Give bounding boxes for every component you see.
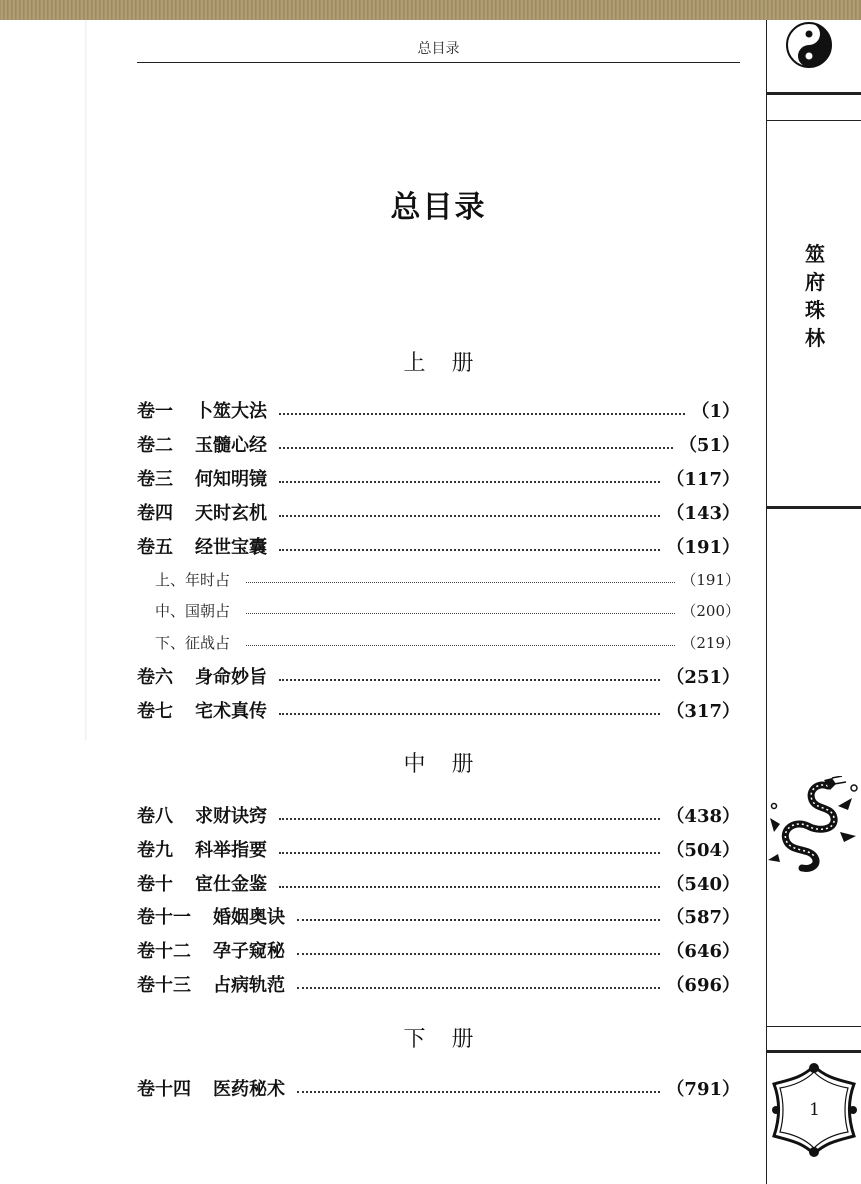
leader-dots: [297, 953, 660, 955]
toc-entry[interactable]: [137, 902, 740, 930]
entry-title: 求财诀窍: [195, 806, 267, 827]
margin-divider: [766, 120, 861, 121]
book-title-char: 林: [805, 326, 825, 350]
page-number: （251）: [666, 667, 740, 688]
toc-entry[interactable]: [137, 532, 740, 560]
page-number: （646）: [666, 941, 740, 962]
entry-title: 何知明镜: [195, 469, 267, 490]
book-title-char: 筮: [805, 242, 825, 266]
volume-label: 卷七: [137, 701, 173, 722]
entry-title: 宅术真传: [195, 701, 267, 722]
section-char: 册: [451, 1027, 474, 1052]
entry-title: 身命妙旨: [195, 667, 267, 688]
page-number: （791）: [666, 1079, 740, 1100]
page-title: 总目录: [390, 190, 487, 225]
leader-dots: [246, 645, 675, 646]
page-number: （540）: [666, 874, 740, 895]
entry-title: 卜筮大法: [195, 401, 267, 422]
volume-label: 卷三: [137, 469, 173, 490]
entry-title: 孕子窥秘: [213, 941, 285, 962]
margin-divider: [766, 92, 861, 95]
book-title-char: 珠: [805, 298, 825, 322]
page-number: （504）: [666, 840, 740, 861]
toc-entry[interactable]: [137, 869, 740, 897]
leader-dots: [279, 481, 660, 483]
book-title-char: 府: [805, 270, 825, 294]
volume-label: 卷九: [137, 840, 173, 861]
toc-subentry[interactable]: [155, 598, 740, 622]
page-number: （191）: [681, 570, 740, 589]
volume-label: 卷十四: [137, 1079, 191, 1100]
leader-dots: [246, 613, 675, 614]
toc-entry[interactable]: [137, 430, 740, 458]
toc-subentry[interactable]: [155, 567, 740, 591]
header-rule: [137, 62, 740, 63]
entry-title: 宦仕金鉴: [195, 874, 267, 895]
margin-border-line: [766, 20, 767, 1184]
toc-entry[interactable]: [137, 801, 740, 829]
margin-divider: [766, 506, 861, 509]
toc-entry[interactable]: [137, 936, 740, 964]
leader-dots: [297, 987, 660, 989]
leader-dots: [279, 515, 660, 517]
volume-label: 卷一: [137, 401, 173, 422]
section-char: 册: [451, 351, 474, 376]
section-heading-middle: [137, 747, 740, 778]
page-number: （219）: [681, 633, 740, 652]
volume-label: 卷四: [137, 503, 173, 524]
toc-entry[interactable]: [137, 696, 740, 724]
entry-title: 天时玄机: [195, 503, 267, 524]
page-number: （191）: [666, 537, 740, 558]
volume-label: 卷十二: [137, 941, 191, 962]
entry-title: 玉髓心经: [195, 435, 267, 456]
running-header: 总目录: [417, 41, 460, 57]
page-number: （51）: [678, 435, 740, 456]
page-number: （317）: [666, 701, 740, 722]
volume-label: 卷十三: [137, 975, 191, 996]
toc-subentry[interactable]: [155, 630, 740, 654]
entry-title: 经世宝囊: [195, 537, 267, 558]
toc-entry[interactable]: [137, 835, 740, 863]
margin-divider: [766, 1050, 861, 1053]
folio-number: 1: [809, 1100, 820, 1120]
volume-label: 卷六: [137, 667, 173, 688]
volume-label: 卷二: [137, 435, 173, 456]
section-char: 上: [403, 351, 426, 376]
section-char: 下: [403, 1027, 426, 1052]
page-number: （1）: [691, 401, 740, 422]
section-char: 中: [403, 752, 426, 777]
section-char: 册: [451, 752, 474, 777]
margin-divider: [766, 1026, 861, 1027]
entry-title: 婚姻奥诀: [213, 907, 285, 928]
toc-entry[interactable]: [137, 464, 740, 492]
toc-entry[interactable]: [137, 1074, 740, 1102]
volume-label: 卷十: [137, 874, 173, 895]
leader-dots: [279, 549, 660, 551]
leader-dots: [279, 713, 660, 715]
leader-dots: [279, 818, 660, 820]
leader-dots: [279, 447, 673, 449]
leader-dots: [279, 413, 685, 415]
subentry-label: 上、年时占: [155, 570, 231, 589]
section-heading-upper: [137, 346, 740, 377]
leader-dots: [297, 919, 660, 921]
leader-dots: [246, 582, 675, 583]
toc-entry[interactable]: [137, 662, 740, 690]
subentry-label: 下、征战占: [155, 633, 231, 652]
taiji-icon: [784, 20, 834, 70]
page-number: （438）: [666, 806, 740, 827]
volume-label: 卷五: [137, 537, 173, 558]
toc-entry[interactable]: [137, 970, 740, 998]
entry-title: 科举指要: [195, 840, 267, 861]
volume-label: 卷十一: [137, 907, 191, 928]
vertical-book-title: [800, 240, 830, 352]
leader-dots: [279, 852, 660, 854]
page-number: （117）: [666, 469, 740, 490]
gutter-shadow: [85, 20, 87, 740]
toc-entry[interactable]: [137, 498, 740, 526]
page-number: （587）: [666, 907, 740, 928]
page-number: （696）: [666, 975, 740, 996]
section-heading-lower: [137, 1022, 740, 1053]
top-texture-band: [0, 0, 861, 20]
entry-title: 医药秘术: [213, 1079, 285, 1100]
toc-entry[interactable]: [137, 396, 740, 424]
subentry-label: 中、国朝占: [155, 601, 231, 620]
page-number: （200）: [681, 601, 740, 620]
leader-dots: [279, 679, 660, 681]
entry-title: 占病轨范: [213, 975, 285, 996]
volume-label: 卷八: [137, 806, 173, 827]
leader-dots: [297, 1091, 660, 1093]
page-number: （143）: [666, 503, 740, 524]
dragon-icon: [768, 776, 860, 872]
leader-dots: [279, 886, 660, 888]
